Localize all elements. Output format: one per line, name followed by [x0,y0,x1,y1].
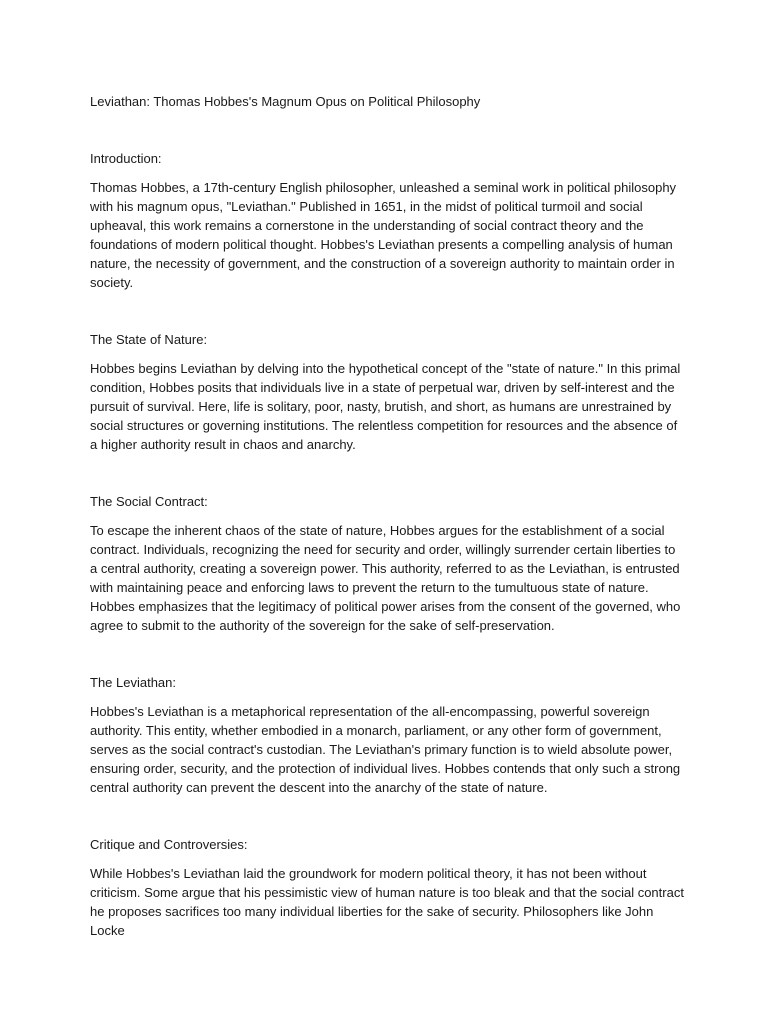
section-heading: Introduction: [90,151,162,166]
section-paragraph: While Hobbes's Leviathan laid the groundwork for modern political theory, it has not been without criticism. Some argue that his pessimistic view of human nature is too bleak and that the social contract he proposes sacrifices too many individual liberties for the sake of security. Philosophers like John Locke [90,866,684,938]
section-paragraph: Hobbes begins Leviathan by delving into the hypothetical concept of the "state of nature." In this primal condition, Hobbes posits that individuals live in a state of perpetual war, driven by self-interest and the pursuit of survival. Here, life is solitary, poor, nasty, brutish, and short, as humans are unrestrained by social structures or governing institutions. The relentless competition for resources and the absence of a higher authority result in chaos and anarchy. [90,361,681,452]
section-paragraph: Thomas Hobbes, a 17th-century English philosopher, unleashed a seminal work in political philosophy with his magnum opus, "Leviathan." Published in 1651, in the midst of political turmoil and social upheaval, this work remains a cornerstone in the understanding of social contract theory and the foundations of modern political thought. Hobbes's Leviathan presents a compelling analysis of human nature, the necessity of government, and the construction of a sovereign authority to maintain order in society. [90,180,677,290]
section-heading: The Leviathan: [90,675,177,690]
section-paragraph: To escape the inherent chaos of the state of nature, Hobbes argues for the establishment of a social contract. Individuals, recognizing the need for security and order, willingly surrender certain liberties to a central authority, creating a sovereign power. This authority, referred to as the Leviathan, is entrusted with maintaining peace and enforcing laws to prevent the return to the tumultuous state of nature. Hobbes emphasizes that the legitimacy of political power arises from the consent of the governed, who agree to submit to the authority of the sovereign for the sake of self-preservation. [90,523,681,633]
section-heading: The State of Nature: [90,332,208,347]
section-heading: The Social Contract: [90,494,208,509]
section-social-contract [90,492,684,635]
section-introduction [90,149,684,292]
document-title: Leviathan: Thomas Hobbes's Magnum Opus on Political Philosophy [90,94,481,109]
section-critique [90,835,684,940]
section-paragraph: Hobbes's Leviathan is a metaphorical representation of the all-encompassing, powerful sovereign authority. This entity, whether embodied in a monarch, parliament, or any other form of government, serves as the social contract's custodian. The Leviathan's primary function is to wield absolute power, ensuring order, security, and the protection of individual lives. Hobbes contends that only such a strong central authority can prevent the descent into the anarchy of the state of nature. [90,704,681,795]
section-state-of-nature [90,330,684,454]
section-heading: Critique and Controversies: [90,837,248,852]
section-leviathan [90,673,684,797]
